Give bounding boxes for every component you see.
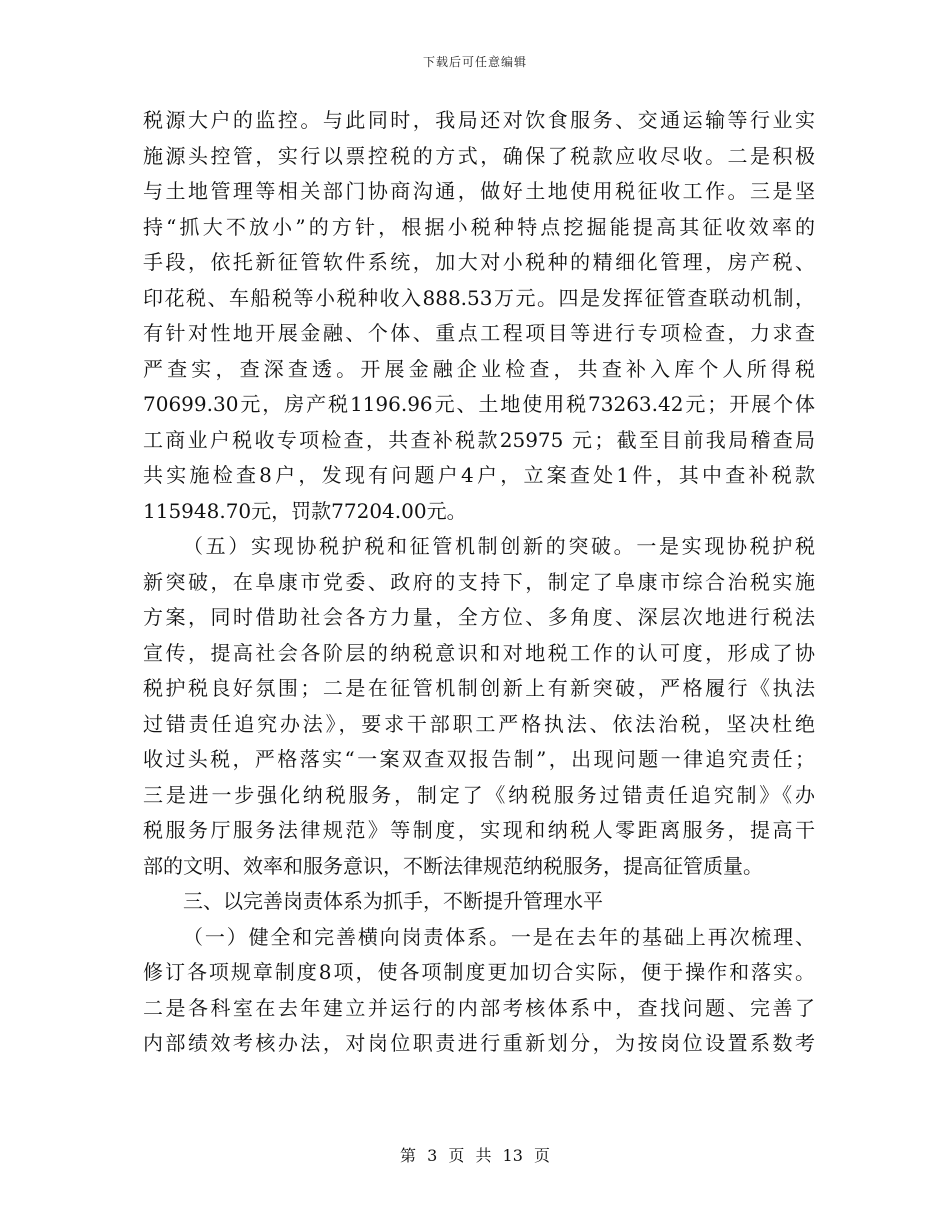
paragraph-1-line: 施源头控管，实行以票控税的方式，确保了税款应收尽收。二是积极 bbox=[143, 143, 815, 168]
paragraph-2-line: 宣传，提高社会各阶层的纳税意识和对地税工作的认可度，形成了协 bbox=[143, 640, 815, 665]
paragraph-2-line: 部的文明、效率和服务意识，不断法律规范纳税服务，提高征管质量。 bbox=[143, 853, 763, 878]
paragraph-3-line: 二是各科室在去年建立并运行的内部考核体系中，查找问题、完善了 bbox=[143, 995, 815, 1020]
paragraph-3-line: 内部绩效考核办法，对岗位职责进行重新划分，为按岗位设置系数考 bbox=[143, 1031, 815, 1055]
paragraph-2-line: 新突破，在阜康市党委、政府的支持下，制定了阜康市综合治税实施 bbox=[143, 569, 815, 594]
paragraph-1-line: 70699.30元，房产税1196.96元、土地使用税73263.42元；开展个体 bbox=[143, 392, 815, 416]
paragraph-2-line: 过错责任追究办法》，要求干部职工严格执法、依法治税，坚决杜绝 bbox=[143, 711, 815, 736]
paragraph-1-line: 115948.70元，罚款77204.00元。 bbox=[143, 498, 467, 523]
paragraph-1-line: 有针对性地开展金融、个体、重点工程项目等进行专项检查，力求查 bbox=[143, 321, 815, 345]
paragraph-3-line: 修订各项规章制度8项，使各项制度更加切合实际，便于操作和落实。 bbox=[143, 960, 815, 984]
paragraph-1-line: 与土地管理等相关部门协商沟通，做好土地使用税征收工作。三是坚 bbox=[143, 179, 815, 203]
paragraph-2-line: 收过头税，严格落实“一案双查双报告制”，出现问题一律追究责任； bbox=[143, 747, 815, 771]
paragraph-1-line: 持“抓大不放小”的方针，根据小税种特点挖掘能提高其征收效率的 bbox=[143, 214, 815, 239]
paragraph-1-line: 印花税、车船税等小税种收入888.53万元。四是发挥征管查联动机制， bbox=[143, 285, 815, 310]
paragraph-2-line: 税服务厅服务法律规范》等制度，实现和纳税人零距离服务，提高干 bbox=[143, 818, 815, 842]
paragraph-1-line: 手段，依托新征管软件系统，加大对小税种的精细化管理，房产税、 bbox=[143, 250, 815, 274]
paragraph-3-line: （一）健全和完善横向岗责体系。一是在去年的基础上再次梳理、 bbox=[183, 924, 815, 949]
section-heading: 三、以完善岗责体系为抓手，不断提升管理水平 bbox=[183, 889, 603, 913]
paragraph-2-line: （五）实现协税护税和征管机制创新的突破。一是实现协税护税 bbox=[183, 534, 815, 558]
paragraph-2-line: 方案，同时借助社会各方力量，全方位、多角度、深层次地进行税法 bbox=[143, 605, 815, 629]
paragraph-1-line: 严查实，查深查透。开展金融企业检查，共查补入库个人所得税 bbox=[143, 356, 815, 381]
paragraph-1-line: 税源大户的监控。与此同时，我局还对饮食服务、交通运输等行业实 bbox=[143, 108, 815, 132]
paragraph-2-line: 三是进一步强化纳税服务，制定了《纳税服务过错责任追究制》《办 bbox=[143, 782, 815, 807]
paragraph-1-line: 共实施检查8户，发现有问题户4户，立案查处1件，其中查补税款 bbox=[143, 463, 815, 487]
page-footer: 第 3 页 共 13 页 bbox=[400, 1146, 550, 1165]
document-body bbox=[143, 103, 815, 1062]
paragraph-2-line: 税护税良好氛围；二是在征管机制创新上有新突破，严格履行《执法 bbox=[143, 676, 815, 700]
page-header: 下载后可任意编辑 bbox=[422, 55, 527, 69]
paragraph-1-line: 工商业户税收专项检查，共查补税款25975 元；截至目前我局稽查局 bbox=[143, 427, 815, 452]
